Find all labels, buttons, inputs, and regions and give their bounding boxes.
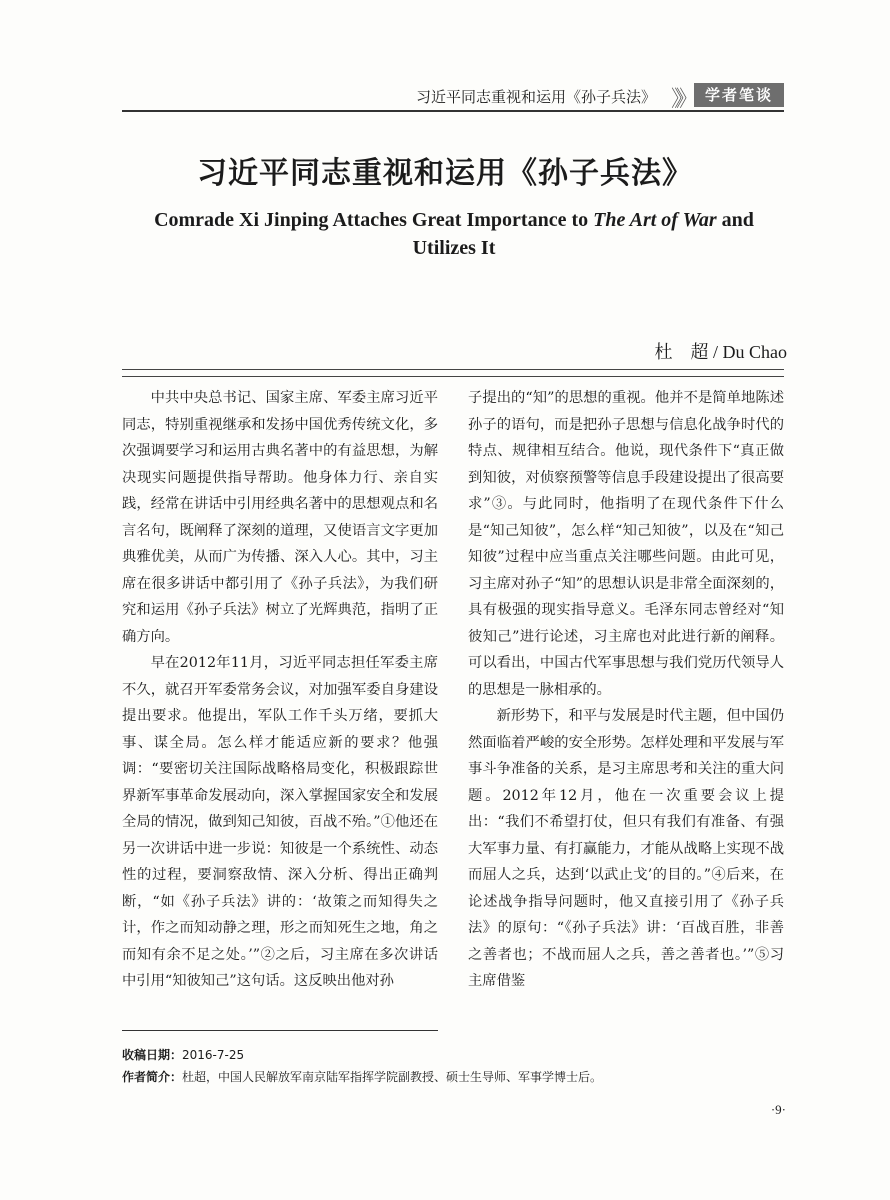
running-title: 习近平同志重视和运用《孙子兵法》 [415, 88, 656, 106]
running-header [122, 82, 784, 112]
right-column [468, 385, 784, 995]
body-paragraph: 早在2012年11月，习近平同志担任军委主席不久，就召开军委常务会议，对加强军委自身建设提出要求。他提出，军队工作千头万绪，要抓大事、谋全局。怎么样才能适应新的要求？他强调：“要密切关注国际战略格局变化，积极跟踪世界新军事革命发展动向，深入掌握国家安全和发展全局的情况，做到知己知彼，百战不殆。”①他还在另一次讲话中进一步说：知彼是一个系统性、动态性的过程，要洞察敌情、深入分析、得出正确判断，“如《孙子兵法》讲的：‘故策之而知得失之计，作之而知动静之理，形之而知死生之地，角之而知有余不足之处。’”②之后，习主席在多次讲话中引用“知彼知己”这句话。这反映出他对孙 [122, 655, 438, 989]
body-paragraph: 子提出的“知”的思想的重视。他并不是简单地陈述孙子的语句，而是把孙子思想与信息化战争时代的特点、规律相互结合。他说，现代条件下“真正做到知彼，对侦察预警等信息手段建设提出了很高要求”③。与此同时，他指明了在现代条件下什么是“知己知彼”，怎么样“知己知彼”，以及在“知己知彼”过程中应当重点关注哪些问题。由此可见，习主席对孙子“知”的思想认识是非常全面深刻的，具有极强的现实指导意义。毛泽东同志曾经对“知彼知己”进行论述，习主席也对此进行新的阐释。可以看出，中国古代军事思想与我们党历代领导人的思想是一脉相承的。 [468, 390, 784, 698]
section-badge: 学者笔谈 [694, 83, 784, 107]
left-column [122, 385, 438, 995]
bio-value: 杜超，中国人民解放军南京陆军指挥学院副教授、硕士生导师、军事学博士后。 [182, 1070, 603, 1084]
received-value: 2016-7-25 [182, 1048, 245, 1062]
title-en-italic: The Art of War [593, 209, 717, 231]
received-date [122, 1046, 244, 1063]
bio-label: 作者简介： [122, 1070, 183, 1084]
article-title-cn: 习近平同志重视和运用《孙子兵法》 [197, 156, 693, 191]
author-bio [122, 1068, 602, 1085]
author-line: 杜 超 / Du Chao [654, 342, 787, 362]
chevron-icon: 》》 [670, 87, 692, 112]
body-paragraph: 中共中央总书记、国家主席、军委主席习近平同志，特别重视继承和发扬中国优秀传统文化，多次强调要学习和运用古典名著中的有益思想，为解决现实问题提供指导帮助。他身体力行、亲自实践，经常在讲话中引用经典名著中的思想观点和名言名句，既阐释了深刻的道理，又使语言文字更加典雅优美，从而广为传播、深入人心。其中，习主席在很多讲话中都引用了《孙子兵法》，为我们研究和运用《孙子兵法》树立了光辉典范，指明了正确方向。 [122, 390, 438, 645]
received-label: 收稿日期： [122, 1048, 183, 1062]
article-title-en [120, 206, 788, 262]
body-paragraph: 新形势下，和平与发展是时代主题，但中国仍然面临着严峻的安全形势。怎样处理和平发展与军事斗争准备的关系，是习主席思考和关注的重大问题。2012年12月，他在一次重要会议上提出：“我们不希望打仗，但只有我们有准备、有强大军事力量、有打赢能力，才能从战略上实现不战而屈人之兵，达到‘以武止戈’的目的。”④后来，在论述战争指导问题时，他又直接引用了《孙子兵法》的原句：“《孙子兵法》讲：‘百战百胜，非善之善者也；不战而屈人之兵，善之善者也。’”⑤习主席借鉴 [468, 708, 784, 989]
footnote-separator [122, 1030, 438, 1031]
page-number: ·9· [770, 1102, 786, 1117]
title-en-part2: and Utilizes It [412, 209, 754, 259]
double-rule-divider [122, 369, 784, 377]
title-en-part1: Comrade Xi Jinping Attaches Great Importance to [154, 209, 594, 231]
